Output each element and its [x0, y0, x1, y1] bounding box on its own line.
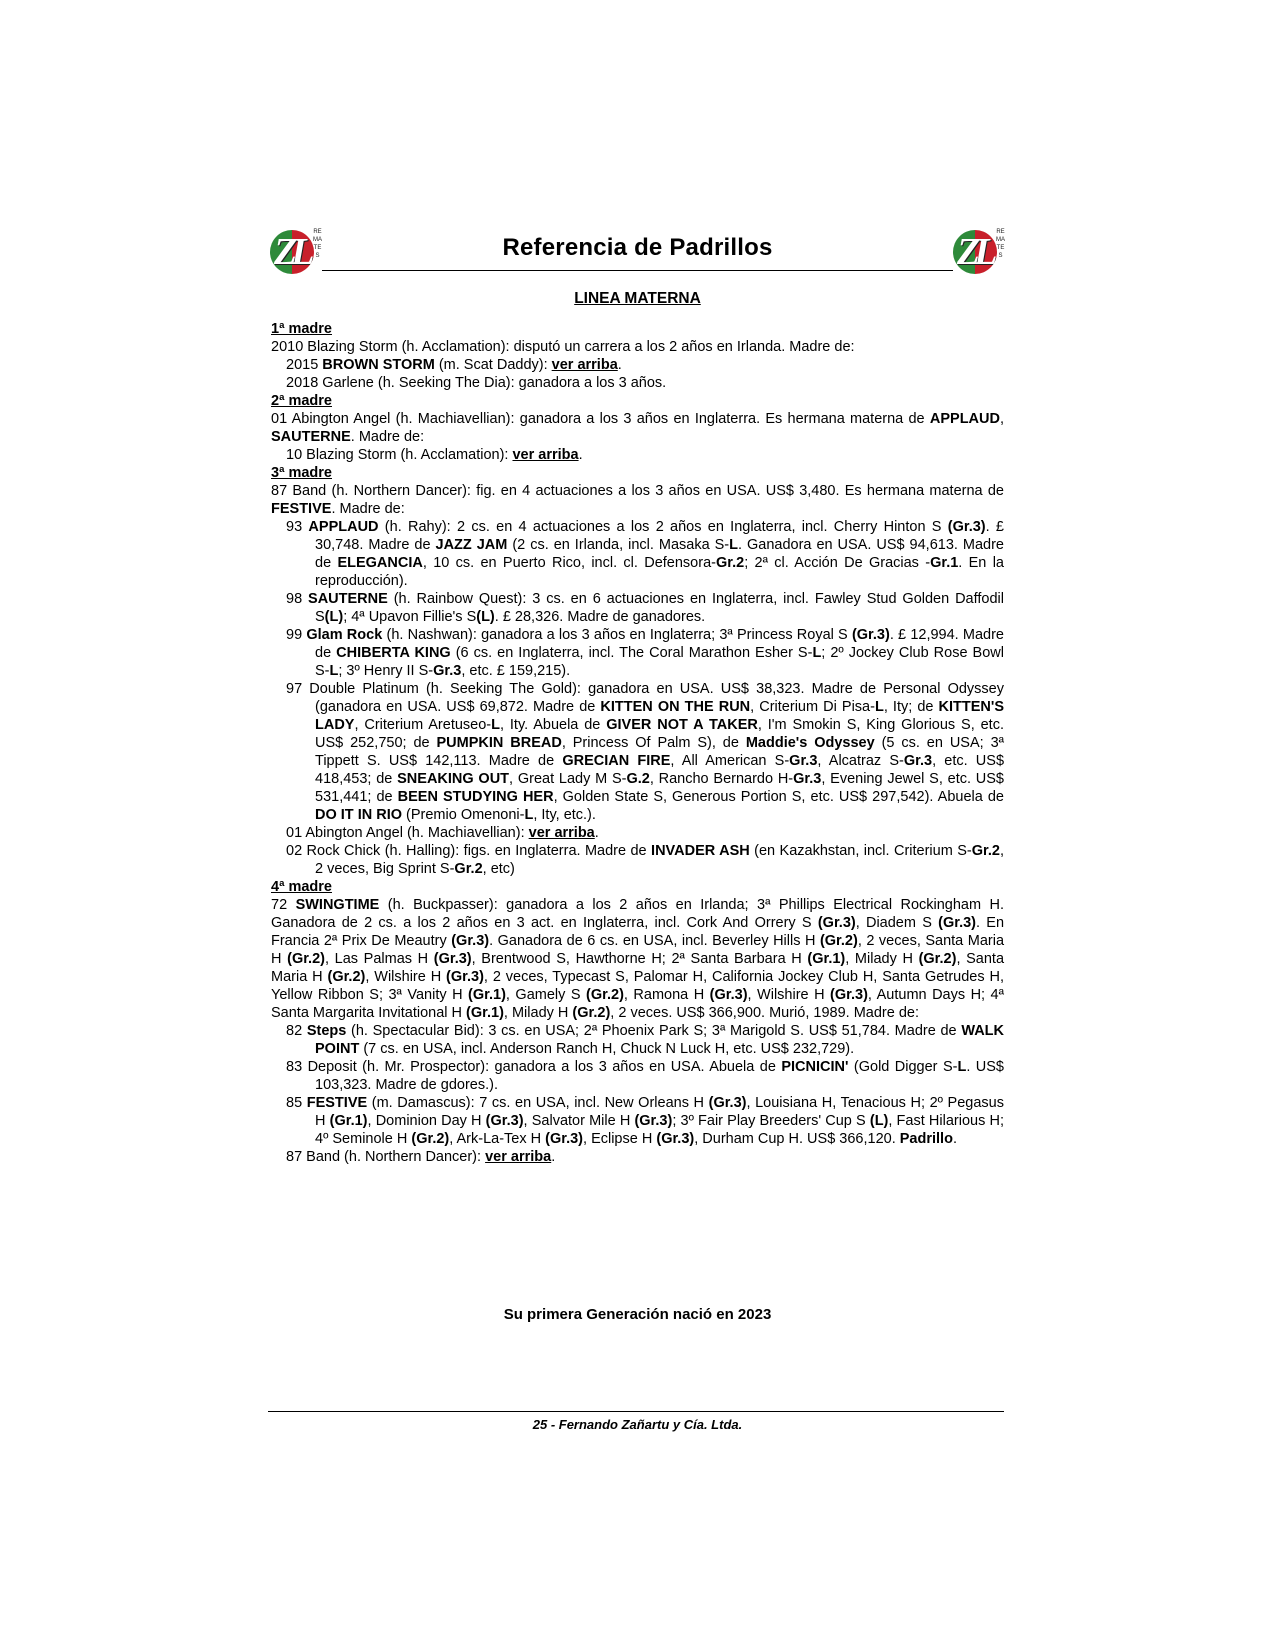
text: , Ark-La-Tex H — [449, 1131, 546, 1147]
horse-name: KITTEN ON THE RUN — [600, 699, 751, 715]
text: 93 — [286, 519, 309, 535]
text: 83 Deposit (h. Mr. Prospector): ganadora a los 3 años en USA. Abuela de — [286, 1059, 782, 1075]
produce-entry — [271, 842, 1004, 878]
grade: L — [874, 699, 884, 715]
produce-entry — [271, 356, 1004, 374]
text: , Ity; de — [883, 699, 939, 715]
status-label: Padrillo — [899, 1131, 953, 1147]
text: . Ganadora en USA. US$ 94,613. Madre de — [315, 537, 1004, 571]
logo-emblem — [953, 230, 997, 274]
text: 87 Band (h. Northern Dancer): — [286, 1149, 486, 1165]
text: , Golden State S, Generous Portion S, etc. US$ 297,542). Abuela de — [553, 789, 1004, 805]
grade: (Gr.3) — [634, 1113, 673, 1129]
text: , Brentwood S, Hawthorne H; 2ª Santa Barbara H — [471, 951, 808, 967]
grade: (Gr.2) — [819, 933, 858, 949]
text: 82 — [286, 1023, 307, 1039]
text: , etc) — [482, 861, 515, 877]
text: , 2 veces, Big Sprint S- — [315, 843, 1004, 877]
grade: L — [812, 645, 822, 661]
text: , etc. £ 159,215). — [461, 663, 571, 679]
see-above-reference: ver arriba — [528, 825, 595, 841]
grade: (Gr.1) — [329, 1113, 368, 1129]
text: , Wilshire H — [747, 987, 831, 1003]
grade: (Gr.1) — [807, 951, 846, 967]
text: , Gamely S — [505, 987, 587, 1003]
text: (Gold Digger S- — [848, 1059, 958, 1075]
text: (h. Spectacular Bid): 3 cs. en USA; 2ª Phoenix Park S; 3ª Marigold S. US$ 51,784. Madre de — [346, 1023, 962, 1039]
text: 97 Double Platinum (h. Seeking The Gold): ganadora en USA. US$ 38,323. Madre de Personal Odyssey (ganadora en USA. US$ 69,872. Madre de — [286, 681, 1004, 715]
text: . En Francia 2ª Prix De Meautry — [271, 915, 1005, 949]
text: 10 Blazing Storm (h. Acclamation): — [286, 447, 513, 463]
logo-text: ZL — [957, 231, 992, 273]
text: , I'm Smokin S, King Glorious S, etc. US$ 252,750; de — [315, 717, 1004, 751]
first-dam-intro: 2010 Blazing Storm (h. Acclamation): disputó un carrera a los 2 años en Irlanda. Madre de: — [271, 339, 855, 355]
text: , 2 veces, Santa Maria H — [271, 933, 1005, 967]
horse-name: BROWN STORM — [322, 357, 435, 373]
title-underline — [322, 270, 953, 271]
horse-name: Steps — [306, 1023, 347, 1039]
section-title: LINEA MATERNA — [574, 290, 701, 307]
horse-name: APPLAUD — [308, 519, 379, 535]
horse-name: Maddie's Odyssey — [745, 735, 875, 751]
grade: (Gr.1) — [466, 1005, 504, 1021]
grade: (Gr.3) — [433, 951, 472, 967]
text: . Madre de: — [331, 501, 405, 517]
text: 02 Rock Chick (h. Halling): figs. en Inglaterra. Madre de — [286, 843, 652, 859]
grade: Gr.3 — [433, 663, 462, 679]
text: , Alcatraz S- — [817, 753, 904, 769]
grade: (Gr.2) — [327, 969, 366, 985]
grade: (Gr.3) — [709, 987, 748, 1003]
grade: (Gr.2) — [586, 987, 624, 1003]
text: 72 — [271, 897, 296, 913]
horse-name: DO IT IN RIO — [315, 807, 402, 823]
text: , Eclipse H — [583, 1131, 657, 1147]
horse-name: Glam Rock — [306, 627, 383, 643]
text: . — [594, 825, 599, 841]
text: , 2 veces, Typecast S, Palomar H, California Jockey Club H, Santa Getrudes H, Yellow Ribbon S; 3ª Vanity H — [271, 969, 1004, 1003]
first-dam-heading: 1ª madre — [271, 321, 332, 337]
produce-entry: 2018 Garlene (h. Seeking The Dia): ganadora a los 3 años. — [286, 375, 667, 391]
text: , Dominion Day H — [367, 1113, 486, 1129]
text: (h. Buckpasser): ganadora a los 2 años en Irlanda; 3ª Phillips Electrical Rockingham H. Ganadora de 2 cs. a los 2 años en 3 act. en Inglaterra, incl. Cork And Orrery S — [271, 897, 1004, 931]
grade: (Gr.3) — [830, 987, 868, 1003]
page-title: Referencia de Padrillos — [502, 234, 773, 261]
text: . En la reproducción). — [315, 555, 1004, 589]
text: , Las Palmas H — [324, 951, 434, 967]
horse-name: APPLAUD — [929, 411, 1000, 427]
text: 87 Band (h. Northern Dancer): fig. en 4 actuaciones a los 3 años en USA. US$ 3,480. Es hermana materna de — [271, 483, 1004, 499]
pedigree-content — [271, 320, 1004, 1166]
grade: L — [729, 537, 738, 553]
grade: (Gr.3) — [656, 1131, 695, 1147]
text: ; 2ª cl. Acción De Gracias - — [744, 555, 931, 571]
text: (5 cs. en USA; 3ª Tippett S. US$ 142,113. Madre de — [315, 735, 1004, 769]
grade: (Gr.3) — [947, 519, 986, 535]
text: (h. Rainbow Quest): 3 cs. en 6 actuaciones en Inglaterra, incl. Fawley Stud Golden Daffodil S — [315, 591, 1004, 625]
produce-entry — [271, 824, 1004, 842]
text: 85 — [286, 1095, 307, 1111]
logo-side-text: REMATES — [996, 229, 1005, 259]
text: , Salvator Mile H — [523, 1113, 635, 1129]
text: , Ity, etc.). — [533, 807, 596, 823]
horse-name: JAZZ JAM — [435, 537, 508, 553]
text: 99 — [286, 627, 307, 643]
text: , Milady H — [845, 951, 919, 967]
produce-entry — [271, 446, 1004, 464]
text: . — [578, 447, 583, 463]
grade: (Gr.3) — [485, 1113, 524, 1129]
horse-name: SAUTERNE — [308, 591, 388, 607]
text: . £ 12,994. Madre de — [315, 627, 1004, 661]
logo-emblem — [270, 230, 314, 274]
text: . Ganadora de 6 cs. en USA, incl. Beverley Hills H — [489, 933, 820, 949]
horse-name: KITTEN'S LADY — [315, 699, 1005, 733]
text: , Ramona H — [623, 987, 710, 1003]
footer-divider — [268, 1411, 1004, 1412]
see-above-reference: ver arriba — [485, 1149, 552, 1165]
grade: (Gr.3) — [446, 969, 484, 985]
text: , Louisiana H, Tenacious H; 2º Pegasus H — [315, 1095, 1004, 1129]
text: (h. Rahy): 2 cs. en 4 actuaciones a los 2 años en Inglaterra, incl. Cherry Hinton S — [378, 519, 948, 535]
text: . Madre de: — [350, 429, 425, 445]
produce-entry — [271, 1058, 1004, 1094]
horse-name: CHIBERTA KING — [336, 645, 451, 661]
text: . US$ 103,323. Madre de gdores.). — [315, 1059, 1004, 1093]
second-dam-intro — [271, 410, 1004, 446]
text: 2015 — [286, 357, 323, 373]
grade: (L) — [476, 609, 495, 625]
text: , Fast Hilarious H; 4º Seminole H — [315, 1113, 1004, 1147]
text: . — [952, 1131, 957, 1147]
grade: L — [957, 1059, 967, 1075]
horse-name: GRECIAN FIRE — [562, 753, 671, 769]
horse-name: GIVER NOT A TAKER — [606, 717, 758, 733]
text: , Rancho Bernardo H- — [649, 771, 794, 787]
text: , Diadem S — [855, 915, 939, 931]
text: (en Kazakhstan, incl. Criterium S- — [749, 843, 972, 859]
text: , — [999, 411, 1004, 427]
produce-entry — [271, 590, 1004, 626]
company-logo-right — [953, 228, 1005, 278]
horse-name: PUMPKIN BREAD — [436, 735, 562, 751]
logo-side-text: REMATES — [313, 229, 322, 259]
text: , Durham Cup H. US$ 366,120. — [694, 1131, 900, 1147]
text: , 10 cs. en Puerto Rico, incl. cl. Defensora- — [422, 555, 716, 571]
horse-name: FESTIVE — [271, 501, 332, 517]
produce-entry — [271, 518, 1004, 590]
horse-name: SNEAKING OUT — [397, 771, 510, 787]
text: (2 cs. en Irlanda, incl. Masaka S- — [507, 537, 730, 553]
text: (h. Nashwan): ganadora a los 3 años en Inglaterra; 3ª Princess Royal S — [382, 627, 852, 643]
horse-name: BEEN STUDYING HER — [397, 789, 554, 805]
text: ; 3º Fair Play Breeders' Cup S — [672, 1113, 870, 1129]
grade: Gr.1 — [930, 555, 959, 571]
grade: (Gr.3) — [545, 1131, 584, 1147]
grade: (Gr.2) — [918, 951, 957, 967]
text: 01 Abington Angel (h. Machiavellian): — [286, 825, 529, 841]
second-dam-heading: 2ª madre — [271, 393, 332, 409]
text: ; 4ª Upavon Fillie's S — [343, 609, 477, 625]
logo-text: ZL — [274, 231, 309, 273]
horse-name: SAUTERNE — [271, 429, 351, 445]
first-generation-note: Su primera Generación nació en 2023 — [503, 1306, 772, 1323]
text: . — [551, 1149, 556, 1165]
page-header — [270, 228, 1005, 280]
text: , Criterium Di Pisa- — [750, 699, 875, 715]
text: . £ 28,326. Madre de ganadores. — [494, 609, 706, 625]
see-above-reference: ver arriba — [512, 447, 579, 463]
grade: Gr.3 — [903, 753, 933, 769]
text: , Santa Maria H — [271, 951, 1005, 985]
grade: (Gr.3) — [451, 933, 490, 949]
text: , Great Lady M S- — [509, 771, 627, 787]
grade: (Gr.3) — [938, 915, 976, 931]
horse-name: INVADER ASH — [651, 843, 750, 859]
produce-entry — [271, 680, 1004, 824]
text: , Milady H — [503, 1005, 573, 1021]
text: 01 Abington Angel (h. Machiavellian): ganadora a los 3 años en Inglaterra. Es hermana materna de — [271, 411, 930, 427]
produce-entry — [271, 1022, 1004, 1058]
text: , 2 veces. US$ 366,900. Murió, 1989. Madre de: — [610, 1005, 920, 1021]
text: . £ 30,748. Madre de — [315, 519, 1004, 553]
grade: (Gr.2) — [411, 1131, 450, 1147]
text: , Evening Jewel S, etc. US$ 531,441; de — [315, 771, 1004, 805]
third-dam-heading: 3ª madre — [271, 465, 332, 481]
grade: (L) — [869, 1113, 889, 1129]
grade: L — [329, 663, 339, 679]
grade: (Gr.2) — [287, 951, 325, 967]
text: (m. Scat Daddy): — [434, 357, 552, 373]
page-footer: 25 - Fernando Zañartu y Cía. Ltda. — [532, 1417, 743, 1432]
horse-name: PICNICIN' — [781, 1059, 849, 1075]
horse-name: FESTIVE — [306, 1095, 368, 1111]
text: , Ity. Abuela de — [499, 717, 607, 733]
produce-entry — [271, 1148, 1004, 1166]
text: (6 cs. en Inglaterra, incl. The Coral Marathon Esher S- — [450, 645, 813, 661]
grade: (Gr.3) — [817, 915, 856, 931]
grade: G.2 — [626, 771, 650, 787]
horse-name: ELEGANCIA — [337, 555, 423, 571]
text: ; 3º Henry II S- — [338, 663, 434, 679]
grade: (Gr.1) — [468, 987, 506, 1003]
text: , Autumn Days H; 4ª Santa Margarita Invitational H — [271, 987, 1004, 1021]
third-dam-intro — [271, 482, 1004, 518]
text: . — [617, 357, 622, 373]
grade: Gr.2 — [715, 555, 745, 571]
grade: Gr.3 — [793, 771, 822, 787]
text: (7 cs. en USA, incl. Anderson Ranch H, Chuck N Luck H, etc. US$ 232,729). — [359, 1041, 855, 1057]
grade: Gr.2 — [454, 861, 483, 877]
text: , All American S- — [670, 753, 790, 769]
horse-name: SWINGTIME — [295, 897, 380, 913]
grade: L — [491, 717, 500, 733]
fourth-dam-intro — [271, 896, 1004, 1022]
text: , Wilshire H — [365, 969, 447, 985]
text: , Princess Of Palm S), de — [561, 735, 746, 751]
text: 98 — [286, 591, 309, 607]
text: (m. Damascus): 7 cs. en USA, incl. New Orleans H — [367, 1095, 709, 1111]
grade: Gr.2 — [971, 843, 1000, 859]
company-logo-left — [270, 228, 322, 278]
text: (Premio Omenoni- — [402, 807, 525, 823]
grade: L — [524, 807, 534, 823]
see-above-reference: ver arriba — [551, 357, 618, 373]
produce-entry — [271, 1094, 1004, 1148]
grade: (L) — [324, 609, 344, 625]
fourth-dam-heading: 4ª madre — [271, 879, 332, 895]
text: , etc. US$ 418,453; de — [315, 753, 1005, 787]
text: ; 2º Jockey Club Rose Bowl S- — [315, 645, 1004, 679]
grade: (Gr.2) — [572, 1005, 611, 1021]
grade: (Gr.3) — [708, 1095, 747, 1111]
grade: Gr.3 — [789, 753, 818, 769]
text: , Criterium Aretuseo- — [354, 717, 492, 733]
grade: (Gr.3) — [851, 627, 890, 643]
horse-name: WALK POINT — [315, 1023, 1004, 1057]
produce-entry — [271, 626, 1004, 680]
